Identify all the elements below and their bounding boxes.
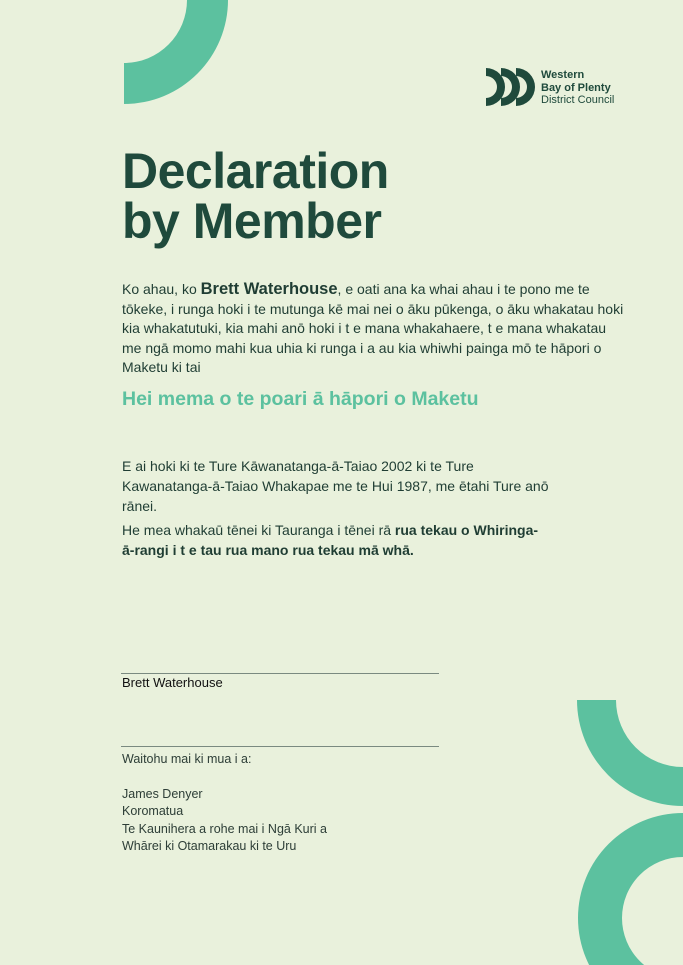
declaration-paragraph bbox=[122, 280, 627, 378]
witness-org-line-1: Te Kaunihera a rohe mai i Ngā Kuri a bbox=[122, 821, 327, 836]
signed-date: rua tekau o Whiringa-ā-rangi i t e tau rua mano rua tekau mā whā. bbox=[122, 522, 539, 558]
board-subtitle: Hei mema o te poari ā hāpori o Maketu bbox=[122, 388, 479, 410]
page-title bbox=[122, 143, 389, 249]
council-logo-icon bbox=[486, 66, 538, 108]
signed-paragraph bbox=[122, 520, 542, 560]
act-paragraph: E ai hoki ki te Ture Kāwanatanga-ā-Taiao 2002 ki te Ture Kawanatanga-ā-Taiao Whakapae me te Hui 1987, me ētahi Ture anō rānei. bbox=[122, 458, 549, 514]
witness-label: Waitohu mai ki mua i a: bbox=[122, 752, 252, 766]
witness-role: Koromatua bbox=[122, 804, 184, 818]
signed-prefix: He mea whakaū tēnei ki Tauranga i tēnei rā bbox=[122, 522, 395, 538]
witness-signature-line bbox=[121, 746, 439, 747]
title-line-2: by Member bbox=[122, 193, 382, 249]
signature-line bbox=[121, 673, 439, 674]
council-name bbox=[541, 69, 614, 107]
bottom-right-decoration bbox=[560, 690, 683, 965]
logo-line-3: District Council bbox=[541, 94, 615, 106]
top-arc-decoration bbox=[0, 0, 240, 110]
witness-name: James Denyer bbox=[122, 786, 203, 801]
declaration-body: , e oati ana ka whai ahau i te pono me te tōkeke, i runga hoki i te mutunga kē mai nei o āku pūkenga, o āku whakatau hoki kia whakatutuki, kia mahi anō hoki i t e mana whakahaere, t e mana whakatau me ngā momo mahi kua uhia ki runga i a au kia whiwhi painga mō te hāpori o Maketu ki tai bbox=[122, 281, 624, 375]
declaration-intro: Ko ahau, ko bbox=[122, 281, 201, 297]
logo-line-1: Western bbox=[541, 69, 585, 81]
signature-name: Brett Waterhouse bbox=[122, 675, 223, 690]
witness-org-line-2: Whārei ki Otamarakau ki te Uru bbox=[122, 839, 297, 853]
member-name: Brett Waterhouse bbox=[200, 280, 338, 298]
logo-line-2: Bay of Plenty bbox=[541, 81, 611, 94]
title-line-1: Declaration bbox=[122, 143, 389, 199]
council-logo bbox=[486, 66, 614, 108]
witness-block bbox=[122, 751, 327, 856]
